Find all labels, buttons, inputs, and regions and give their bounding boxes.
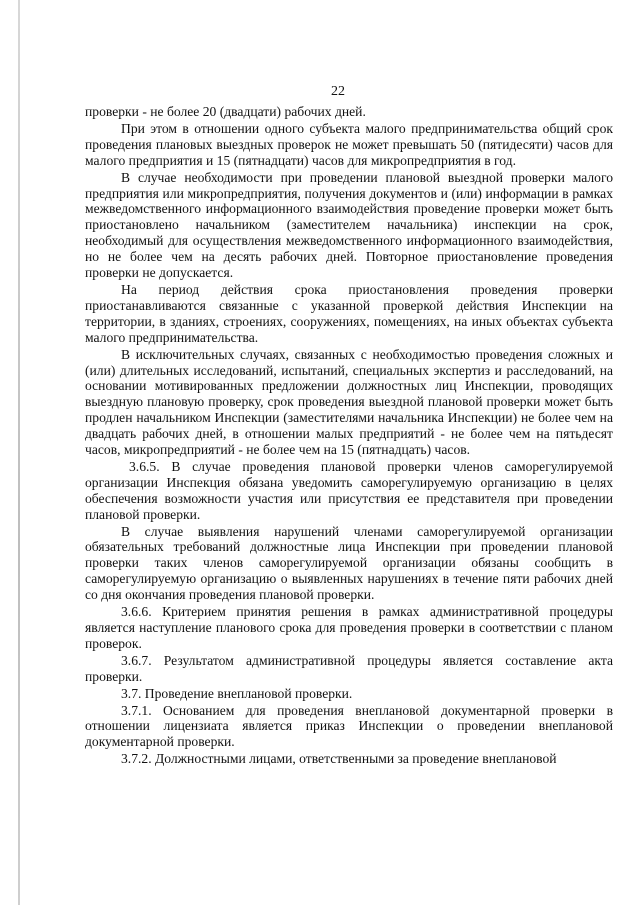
paragraph: проверки - не более 20 (двадцати) рабочих дней. [85,104,366,119]
paragraph: 3.6.6. Критерием принятия решения в рамках административной процедуры является наступление планового срока для проведения проверки в соответствии с планом проверок. [85,604,613,651]
paragraph: 3.6.5. В случае проведения плановой проверки членов саморегулируемой организации Инспекция обязана уведомить саморегулируемую организацию в целях обеспечения возможности участия или присутствия ее представителя при проведении плановой проверки. [85,458,613,522]
paragraph: В случае необходимости при проведении плановой выездной проверки малого предприятия или микропредприятия, получения документов и (или) информации в рамках межведомственного информационного взаимодействия проведение проверки может быть приостановлено начальником (заместителем начальника) инспекции на срок, необходимый для осуществления межведомственного информационного взаимодействия, но не более чем на десять рабочих дней. Повторное приостановление проведения проверки не допускается. [85,169,613,281]
paragraph: На период действия срока приостановления проведения проверки приостанавливаются связанные с указанной проверкой действия Инспекции на территории, в зданиях, строениях, сооружениях, помещениях, на иных объектах субъекта малого предпринимательства. [85,281,613,345]
document-body [85,104,613,768]
paragraph: 3.7.1. Основанием для проведения внеплановой документарной проверки в отношении лицензиата является приказ Инспекции о проведении внеплановой документарной проверки. [85,702,613,750]
paragraph: 3.6.7. Результатом административной процедуры является составление акта проверки. [85,652,613,684]
scan-page-edge [18,0,20,905]
paragraph: В исключительных случаях, связанных с необходимостью проведения сложных и (или) длительных исследований, испытаний, специальных экспертиз и расследований, на основании мотивированных предложении должностных лиц Инспекции, проводящих выездную плановую проверку, срок проведения выездной плановой проверки может быть продлен начальником Инспекции (заместителями начальника Инспекции) не более чем на двадцать рабочих дней, в отношении малых предприятий - не более чем на пятьдесят часов, микропредприятий - не более чем на 15 (пятнадцать) часов. [85,346,613,458]
paragraph: 3.7. Проведение внеплановой проверки. [121,685,353,701]
paragraph: 3.7.2. Должностными лицами, ответственными за проведение внеплановой [121,751,557,767]
paragraph: При этом в отношении одного субъекта малого предпринимательства общий срок проведения плановых выездных проверок не может превышать 50 (пятидесяти) часов для малого предприятия и 15 (пятнадцати) часов для микропредприятия в год. [85,120,613,168]
paragraph: В случае выявления нарушений членами саморегулируемой организации обязательных требований должностные лица Инспекции при проведении плановой проверки таких членов саморегулируемой организации обязаны сообщить в саморегулируемую организацию о выявленных нарушениях в течение пяти рабочих дней со дня окончания проведения плановой проверки. [85,523,613,603]
page-number: 22 [331,84,345,99]
